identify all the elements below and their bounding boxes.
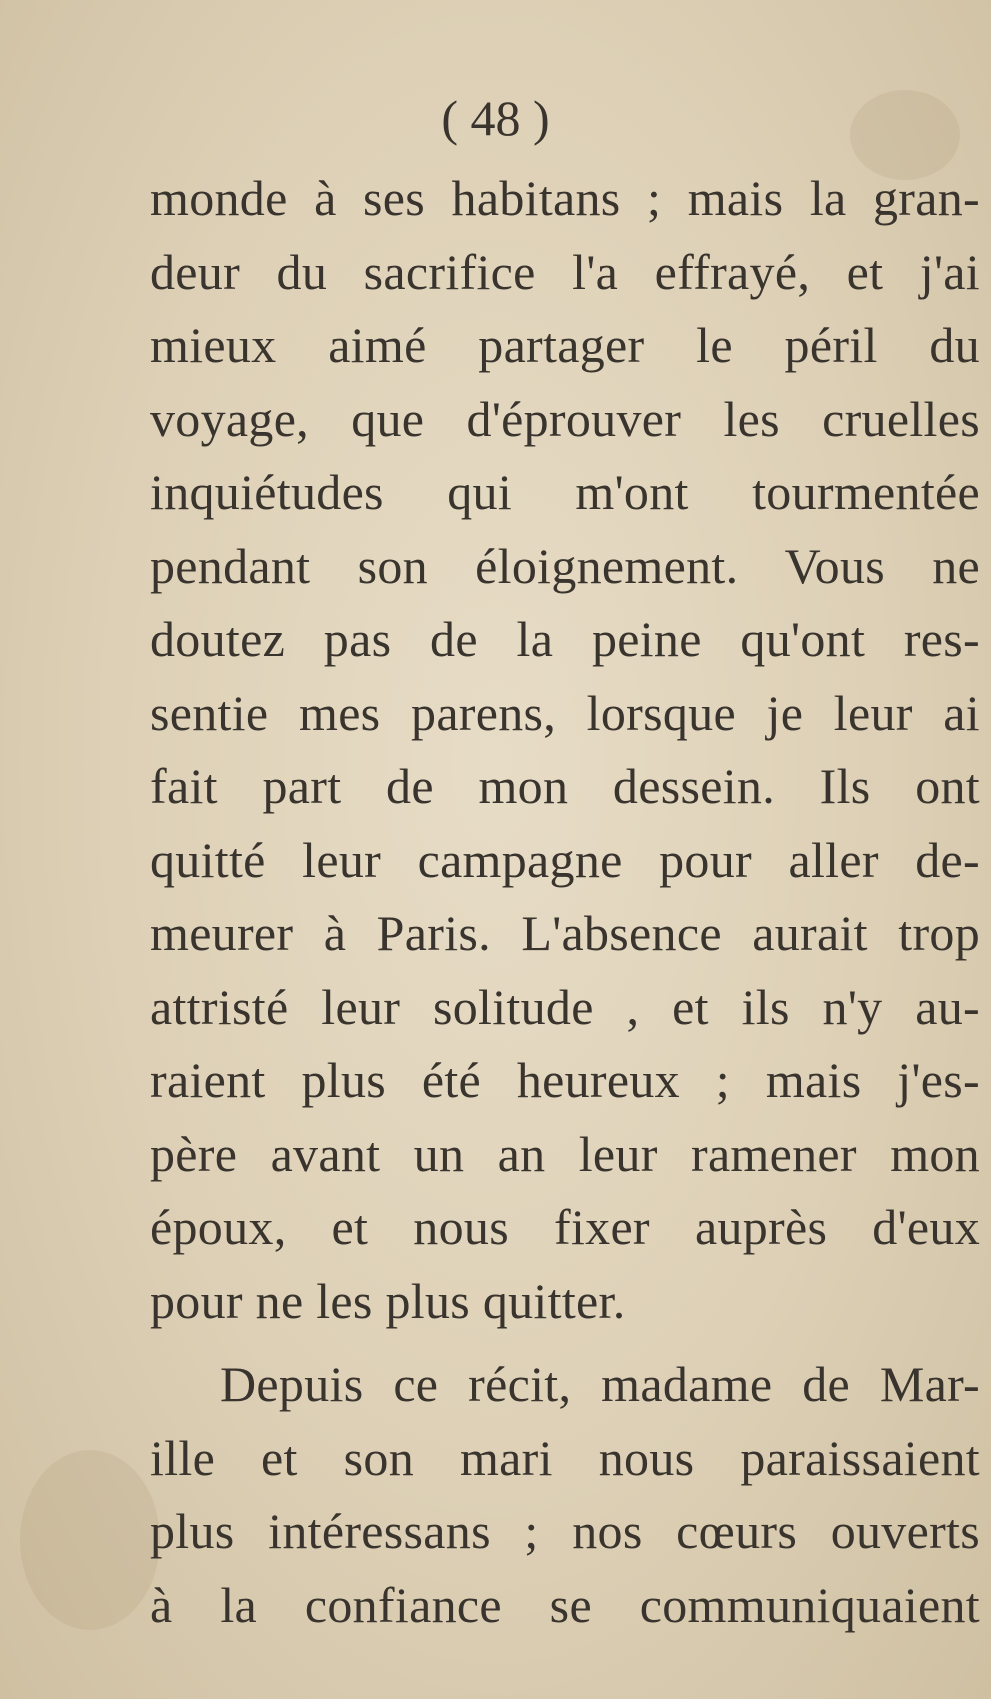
paragraph-spacer (150, 1338, 980, 1348)
text-line: mieux aimé partager le péril du (150, 317, 980, 373)
body-text (150, 162, 980, 1642)
text-line: raient plus été heureux ; mais j'es- (150, 1052, 980, 1108)
text-line: Depuis ce récit, madame de Mar- (220, 1356, 980, 1412)
text-line: époux, et nous fixer auprès d'eux (150, 1199, 980, 1255)
text-line: sentie mes parens, lorsque je leur ai (150, 684, 980, 741)
page-number: ( 48 ) (441, 90, 550, 146)
text-line: inquiétudes qui m'ont tourmentée (150, 464, 980, 520)
text-line: ille et son mari nous paraissaient (150, 1429, 980, 1486)
text-line: quitté leur campagne pour aller de- (150, 831, 980, 888)
text-line: pendant son éloignement. Vous ne (150, 537, 980, 594)
text-line: plus intéressans ; nos cœurs ouverts (150, 1503, 980, 1559)
text-line: deur du sacrifice l'a effrayé, et j'ai (150, 243, 980, 300)
text-line: meurer à Paris. L'absence aurait trop (150, 905, 980, 961)
text-line: fait part de mon dessein. Ils ont (150, 758, 980, 814)
paper-stain (20, 1450, 160, 1630)
text-line: monde à ses habitans ; mais la gran- (150, 170, 980, 226)
paragraph (150, 162, 980, 1338)
text-line: voyage, que d'éprouver les cruelles (150, 390, 980, 447)
text-line: attristé leur solitude , et ils n'y au- (150, 978, 980, 1035)
text-line: père avant un an leur ramener mon (150, 1125, 980, 1182)
paragraph (150, 1348, 980, 1642)
text-line: doutez pas de la peine qu'ont res- (150, 611, 980, 667)
text-line: pour ne les plus quitter. (150, 1272, 626, 1329)
text-line: à la confiance se communiquaient (150, 1576, 980, 1633)
